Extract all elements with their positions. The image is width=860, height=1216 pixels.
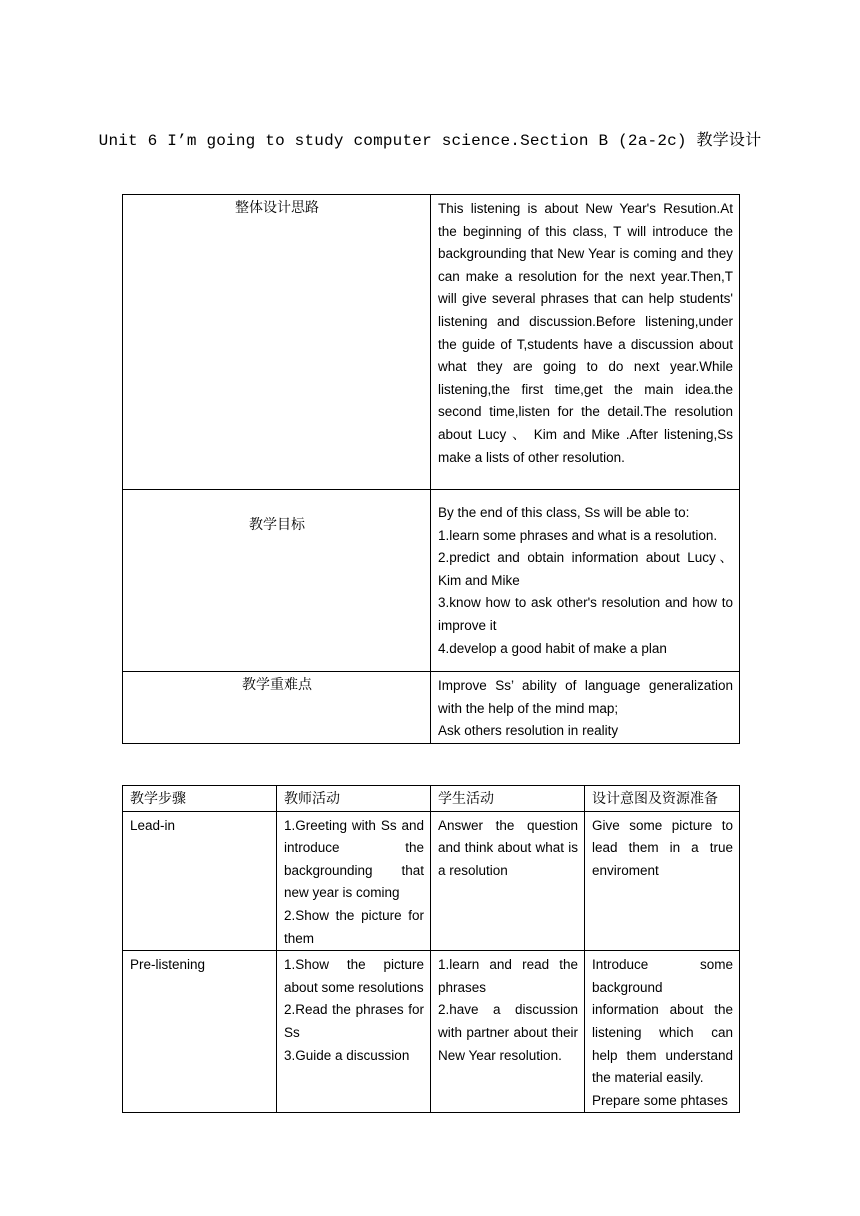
header-student-activity: 学生活动: [431, 786, 585, 812]
key-difficulties-content: [431, 672, 740, 744]
header-step: 教学步骤: [123, 786, 277, 812]
teacher-activity-line: 2.Read the phrases for Ss: [284, 1002, 424, 1040]
key-difficulties-label: 教学重难点: [123, 672, 431, 744]
teacher-activity-line: 3.Guide a discussion: [284, 1047, 410, 1063]
header-design-purpose: 设计意图及资源准备: [585, 786, 740, 812]
overall-design-label: 整体设计思路: [123, 195, 431, 490]
teaching-objectives-label: 教学目标: [123, 490, 431, 672]
table-row: [123, 490, 740, 672]
table-row: [123, 811, 740, 951]
design-purpose-line: Give some picture to lead them in a true enviroment: [592, 817, 733, 878]
teaching-objectives-content: [431, 490, 740, 672]
table-row: [123, 951, 740, 1113]
student-activity-line: 2.have a discussion with partner about their New Year resolution.: [438, 1002, 578, 1063]
header-teacher-activity: 教师活动: [277, 786, 431, 812]
objective-line: By the end of this class, Ss will be able to:: [438, 505, 690, 520]
design-purpose-line: Prepare some phtases: [592, 1092, 728, 1108]
step-cell: Lead-in: [123, 811, 277, 951]
teacher-activity-line: 1.Show the picture about some resolutions: [284, 957, 424, 995]
objective-line: 2.predict and obtain information about Lucy、Kim and Mike: [438, 550, 733, 588]
teacher-activity-line: 2.Show the picture for them: [284, 907, 424, 946]
document-title: Unit 6 I’m going to study computer science.Section B (2a-2c) 教学设计: [98, 132, 762, 150]
student-activity-cell: [431, 951, 585, 1113]
objective-line: 1.learn some phrases and what is a resolution.: [438, 527, 718, 543]
teacher-activity-cell: [277, 951, 431, 1113]
table-header-row: [123, 786, 740, 812]
difficulty-line: Improve Ss’ ability of language generalization with the help of the mind map;: [438, 678, 733, 716]
table-row: [123, 672, 740, 744]
objective-line: 4.develop a good habit of make a plan: [438, 640, 667, 656]
table-row: [123, 195, 740, 490]
objective-line: 3.know how to ask other's resolution and how to improve it: [438, 595, 733, 633]
student-activity-line: 1.learn and read the phrases: [438, 957, 578, 995]
teacher-activity-line: 1.Greeting with Ss and introduce the backgrounding that new year is coming: [284, 817, 424, 901]
design-purpose-cell: [585, 811, 740, 951]
teaching-steps-table: [122, 785, 740, 1113]
student-activity-cell: [431, 811, 585, 951]
design-purpose-cell: [585, 951, 740, 1113]
teacher-activity-cell: [277, 811, 431, 951]
difficulty-line: Ask others resolution in reality: [438, 723, 619, 739]
overall-design-content: This listening is about New Year's Resution.At the beginning of this class, T will introduce the backgrounding that New Year is coming and they can make a resolution for the next year.Then,T will give several phrases that can help students' listening and discussion.Before listening,under the guide of T,students have a discussion about what they are going to do next year.While listening,the first time,get the main idea.the second time,listen for the detail.The resolution about Lucy 、 Kim and Mike .After listening,Ss make a lists of other resolution.: [431, 195, 740, 490]
design-purpose-line: Introduce some background information about the listening which can help them understand the material easily.: [592, 957, 733, 1086]
design-overview-table: [122, 194, 740, 744]
student-activity-line: Answer the question and think about what is a resolution: [438, 817, 578, 878]
step-cell: Pre-listening: [123, 951, 277, 1113]
